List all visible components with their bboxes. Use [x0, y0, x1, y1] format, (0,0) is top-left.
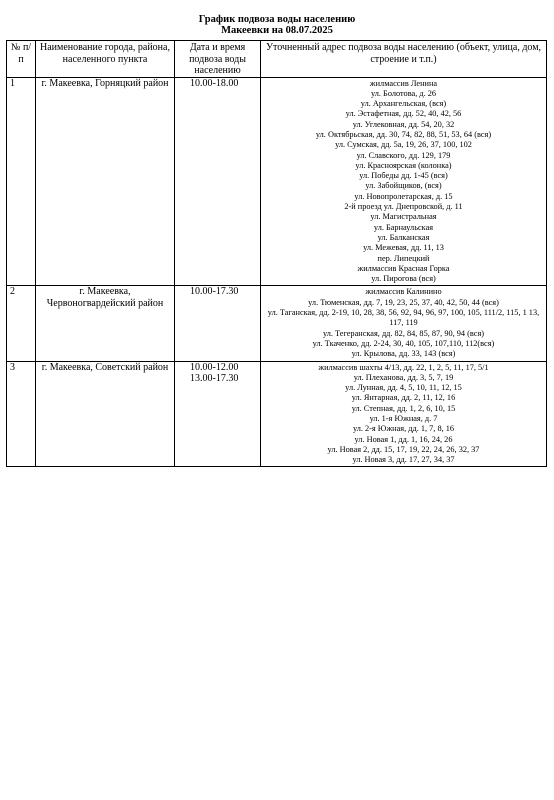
- address-line: ул. Ткаченко, дд. 2-24, 30, 40, 105, 107,110, 112(вся): [312, 338, 495, 348]
- row-addresses: [261, 286, 547, 361]
- address-line: ул. Новая 1, дд. 1, 16, 24, 26: [354, 434, 453, 444]
- address-line: ул. Пирогова (вся): [371, 274, 436, 284]
- table-row: [7, 286, 547, 361]
- address-line: ул. Степная, дд. 1, 2, 6, 10, 15: [351, 403, 456, 413]
- row-num: 2: [7, 286, 36, 361]
- address-line: ул. Архангельская, (вся): [360, 99, 447, 109]
- header-time: Дата и время подвоза воды населению: [175, 41, 261, 78]
- address-line: ул. Плеханова, дд. 3, 5, 7, 19: [353, 372, 454, 382]
- address-line: ул. Таганская, дд. 2-19, 10, 28, 38, 56, 92, 94, 96, 97, 100, 105, 111/2, 115, 1 13, 117, 119: [267, 308, 540, 328]
- address-line: ул. Красноярская (колонка): [355, 160, 452, 170]
- row-time: 10.00-17.30: [175, 286, 261, 361]
- address-line: ул. Балканская: [377, 232, 430, 242]
- header-num: № п/п: [7, 41, 36, 78]
- address-line: пер. Липецкий: [377, 253, 430, 263]
- address-line: ул. Межевая, дд. 11, 13: [363, 243, 444, 253]
- address-line: ул. Лунная, дд. 4, 5, 10, 11, 12, 15: [345, 383, 462, 393]
- header-address: Уточненный адрес подвоза воды населению (объект, улица, дом, строение и т.п.): [261, 41, 547, 78]
- address-line: ул. Магистральная: [370, 212, 437, 222]
- address-line: ул. Эстафетная, дд. 52, 40, 42, 56: [345, 109, 462, 119]
- row-num: 3: [7, 361, 36, 467]
- table-row: [7, 361, 547, 467]
- row-addresses: [261, 77, 547, 286]
- address-line: жилмассив Калинино: [365, 287, 442, 297]
- row-time: [175, 361, 261, 467]
- address-line: ул. Новая 3, дд. 17, 27, 34, 37: [352, 455, 455, 465]
- address-line: ул. Янтарная, дд. 2, 11, 12, 16: [351, 393, 456, 403]
- row-addresses: [261, 361, 547, 467]
- water-schedule-table: [6, 40, 547, 467]
- address-line: жилмассив Красная Горка: [357, 263, 450, 273]
- table-header-row: [7, 41, 547, 78]
- address-line: ул. Углековная, дд. 54, 20, 32: [352, 119, 455, 129]
- row-city: г. Макеевка, Червоногвардейский район: [36, 286, 175, 361]
- row-num: 1: [7, 77, 36, 286]
- header-city: Наименование города, района, населенного пункта: [36, 41, 175, 78]
- title-line-1: График подвоза воды населению: [198, 14, 356, 25]
- row-time: 10.00-18.00: [175, 77, 261, 286]
- address-line: ул. Сумская, дд. 5а, 19, 26, 37, 100, 102: [335, 140, 472, 150]
- address-line: ул. Тюменская, дд. 7, 19, 23, 25, 37, 40, 42, 50, 44 (вся): [308, 297, 499, 307]
- address-line: ул. Новая 2, дд. 15, 17, 19, 22, 24, 26, 32, 37: [327, 444, 480, 454]
- address-line: ул. Октябрьская, дд. 30, 74, 82, 88, 51, 53, 64 (вся): [315, 129, 492, 139]
- address-line: ул. Новопролетарская, д. 15: [354, 191, 453, 201]
- document-title: [0, 14, 554, 36]
- row-city: г. Макеевка, Советский район: [36, 361, 175, 467]
- address-line: ул. Барнаульская: [373, 222, 434, 232]
- address-line: ул. 1-я Южная, д. 7: [369, 414, 438, 423]
- address-line: 2-й проезд ул. Днепровской, д. 11: [344, 202, 463, 212]
- address-line: ул. 2-я Южная, дд. 1, 7, 8, 16: [352, 424, 455, 434]
- time-slot: 13.00-17.30: [190, 373, 239, 385]
- address-line: ул. Болотова, д. 26: [370, 88, 437, 98]
- address-line: ул. Тегеранская, дд. 82, 84, 85, 87, 90, 94 (вся): [322, 328, 485, 338]
- title-line-2: Макеевки на 08.07.2025: [221, 25, 333, 36]
- address-line: ул. Крылова, дд. 33, 143 (вся): [351, 349, 456, 359]
- row-city: г. Макеевка, Горняцкий район: [36, 77, 175, 286]
- address-line: ул. Забойщиков, (вся): [365, 181, 442, 191]
- address-line: жилмассив Ленина: [369, 78, 438, 88]
- address-line: ул. Славского, дд. 129, 179: [356, 150, 451, 160]
- table-row: [7, 77, 547, 286]
- address-line: жилмассив шахты 4/13, дд. 22, 1, 2, 5, 11, 17, 5/1: [318, 362, 489, 372]
- address-line: ул. Победы дд. 1-45 (вся): [359, 171, 448, 181]
- time-slot: 10.00-12.00: [190, 361, 239, 373]
